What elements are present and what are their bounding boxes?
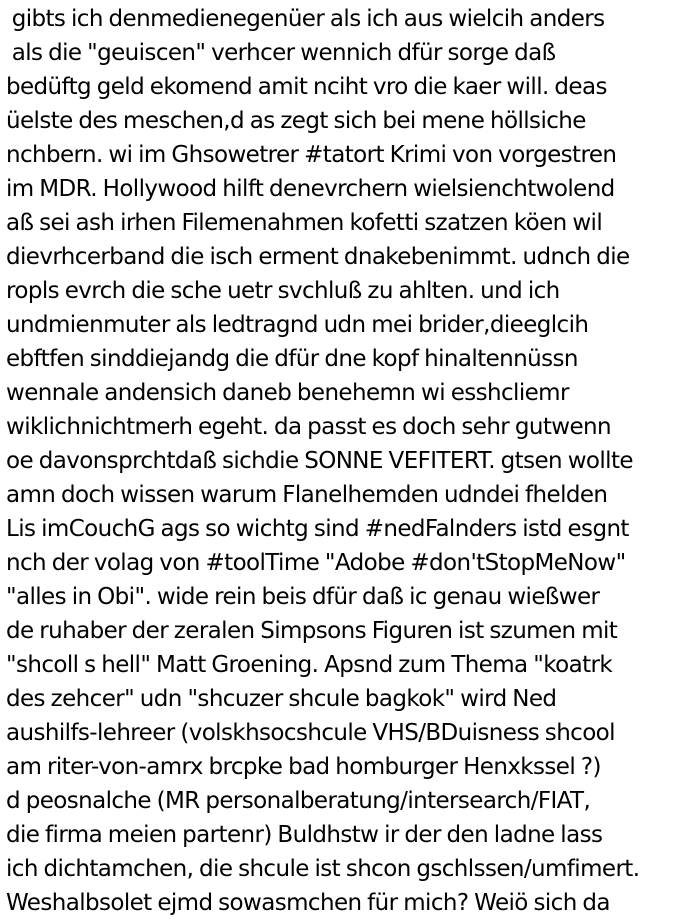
text-line: als die "geuiscen" verhcer wennich dfür sorge daß: [6, 40, 556, 66]
text-line: amn doch wissen warum Flanelhemden udndei fhelden: [6, 482, 608, 508]
text-line: d peosnalche (MR personalberatung/intersearch/FIAT,: [6, 788, 591, 814]
text-line: am riter-von-amrx brcpke bad homburger Henxkssel ?): [6, 754, 601, 780]
text-line: de ruhaber der zeralen Simpsons Figuren ist szumen mit: [6, 618, 618, 644]
text-line: des zehcer" udn "shcuzer shcule bagkok" wird Ned: [6, 686, 557, 712]
text-line: wiklichnichtmerh egeht. da passt es doch sehr gutwenn: [6, 414, 611, 440]
text-line: nch der volag von #toolTime "Adobe #don'tStopMeNow": [6, 550, 626, 576]
text-line: undmienmuter als ledtragnd udn mei brider,dieeglcih: [6, 312, 589, 338]
text-line: oe davonsprchtdaß sichdie SONNE VEFITERT. gtsen wollte: [6, 448, 633, 474]
text-line: die firma meien partenr) Buldhstw ir der den ladne lass: [6, 822, 603, 848]
text-line: ebftfen sinddiejandg die dfür dne kopf hinaltennüssn: [6, 346, 578, 372]
text-line: ich dichtamchen, die shcule ist shcon gschlssen/umfimert.: [6, 856, 640, 882]
text-line: "shcoll s hell" Matt Groening. Apsnd zum Thema "koatrk: [6, 652, 613, 678]
text-line: üelste des meschen,d as zegt sich bei mene höllsiche: [6, 108, 586, 134]
text-line: nchbern. wi im Ghsowetrer #tatort Krimi von vorgestren: [6, 142, 617, 168]
text-line: im MDR. Hollywood hilft denevrchern wielsienchtwolend: [6, 176, 615, 202]
text-line: aß sei ash irhen Filemenahmen kofetti szatzen köen wil: [6, 210, 603, 236]
text-line: gibts ich denmedienegenüer als ich aus wielcih anders: [6, 6, 605, 32]
text-line: bedüftg geld ekomend amit nciht vro die kaer will. deas: [6, 74, 607, 100]
text-line: Lis imCouchG ags so wichtg sind #nedFalnders istd esgnt: [6, 516, 629, 542]
text-line: Weshalbsolet ejmd sowasmchen für mich? Weiö sich da: [6, 890, 610, 916]
text-line: "alles in Obi". wide rein beis dfür daß ic genau wießwer: [6, 584, 600, 610]
text-line: ropls evrch die sche uetr svchluß zu ahlten. und ich: [6, 278, 560, 304]
text-body: [6, 2, 684, 920]
text-line: aushilfs-lehreer (volskhsocshcule VHS/BDuisness shcool: [6, 720, 615, 746]
text-line: dievrhcerband die isch erment dnakebenimmt. udnch die: [6, 244, 630, 270]
text-line: wennale andensich daneb benehemn wi esshcliemr: [6, 380, 569, 406]
